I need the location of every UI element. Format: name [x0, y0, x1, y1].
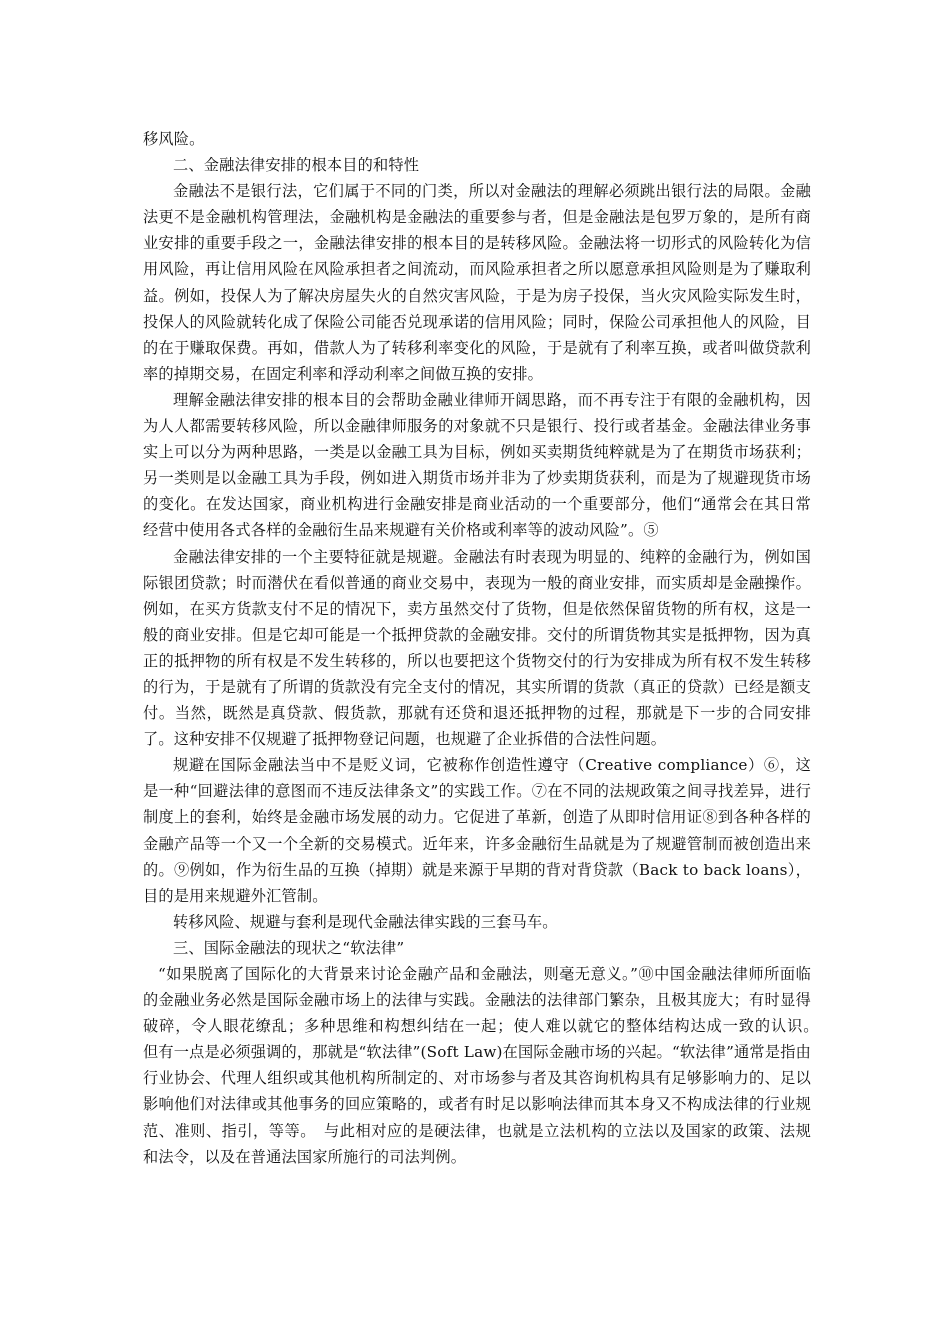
paragraph-understanding: 理解金融法律安排的根本目的会帮助金融业律师开阔思路，而不再专注于有限的金融机构，因为人人都需要转移风险，所以金融律师服务的对象就不只是银行、投行或者基金。金融法律业务事实上可以分为两种思路，一类是以金融工具为目标，例如买卖期货纯粹就是为了在期货市场获利；另一类则是以金融工具为手段，例如进入期货市场并非为了炒卖期货获利，而是为了规避现货市场的变化。在发达国家，商业机构进行金融安排是商业活动的一个重要部分，他们“通常会在其日常经营中使用各式各样的金融衍生品来规避有关价格或利率等的波动风险”。⑤ [143, 390, 811, 540]
paragraph-continuation: 移风险。 [143, 130, 205, 148]
paragraph-creative-compliance: 规避在国际金融法当中不是贬义词，它被称作创造性遵守（Creative compliance）⑥，这是一种“回避法律的意图而不违反法律条文”的实践工作。⑦在不同的法规政策之间寻找差异，进行制度上的套利，始终是金融市场发展的动力。它促进了革新，创造了从即时信用证⑧到各种各样的金融产品等一个又一个全新的交易模式。近年来，许多金融衍生品就是为了规避管制而被创造出来的。⑨例如，作为衍生品的互换（掉期）就是来源于早期的背对背贷款（Back to back loans），目的是用来规避外汇管制。 [143, 756, 811, 905]
section-heading-3: 三、国际金融法的现状之“软法律” [173, 938, 405, 957]
paragraph-soft-law: “如果脱离了国际化的大背景来讨论金融产品和金融法，则毫无意义。”⑩中国金融法律师所面临的金融业务必然是国际金融市场上的法律与实践。金融法的法律部门繁杂，且极其庞大；有时显得破碎，令人眼花缭乱；多种思维和构想纠结在一起；使人难以就它的整体结构达成一致的认识。 但有一点是必须强调的，那就是“软法律”(Soft Law)在国际金融市场的兴起。“软法律”通常是指由行业协会、代理人组织或其他机构所制定的、对市场参与者及其咨询机构具有足够影响力的、足以影响他们对法律或其他事务的回应策略的，或者有时足以影响法律而其本身又不构成法律的行业规范、准则、指引，等等。 与此相对应的是硬法律，也就是立法机构的立法以及国家的政策、法规和法令，以及在普通法国家所施行的司法判例。 [143, 965, 827, 1166]
paragraph-avoidance: 金融法律安排的一个主要特征就是规避。金融法有时表现为明显的、纯粹的金融行为，例如国际银团贷款；时而潜伏在看似普通的商业交易中，表现为一般的商业安排，而实质却是金融操作。例如，在买方货款支付不足的情况下，卖方虽然交付了货物，但是依然保留货物的所有权，这是一般的商业安排。但是它却可能是一个抵押贷款的金融安排。交付的所谓货物其实是抵押物，因为真正的抵押物的所有权是不发生转移的，所以也要把这个货物交付的行为安排成为所有权不发生转移的行为，于是就有了所谓的货款没有完全支付的情况，其实所谓的货款（真正的贷款）已经是额支付。当然，既然是真贷款、假货款，那就有还贷和退还抵押物的过程，那就是下一步的合同安排了。这种安排不仅规避了抵押物登记问题，也规避了企业拆借的合法性问题。 [143, 547, 811, 749]
paragraph-three-carriages: 转移风险、规避与套利是现代金融法律实践的三套马车。 [173, 912, 558, 931]
section-heading-2: 二、金融法律安排的根本目的和特性 [173, 156, 420, 175]
paragraph-purpose: 金融法不是银行法，它们属于不同的门类，所以对金融法的理解必须跳出银行法的局限。金融法更不是金融机构管理法，金融机构是金融法的重要参与者，但是金融法是包罗万象的，是所有商业安排的重要手段之一，金融法律安排的根本目的是转移风险。金融法将一切形式的风险转化为信用风险，再让信用风险在风险承担者之间流动，而风险承担者之所以愿意承担风险则是为了赚取利益。例如，投保人为了解决房屋失火的自然灾害风险，于是为房子投保，当火灾风险实际发生时，投保人的风险就转化成了保险公司能否兑现承诺的信用风险；同时，保险公司承担他人的风险，目的在于赚取保费。再如，借款人为了转移利率变化的风险，于是就有了利率互换，或者叫做贷款利率的掉期交易，在固定利率和浮动利率之间做互换的安排。 [143, 182, 811, 383]
document-page [143, 126, 827, 1170]
